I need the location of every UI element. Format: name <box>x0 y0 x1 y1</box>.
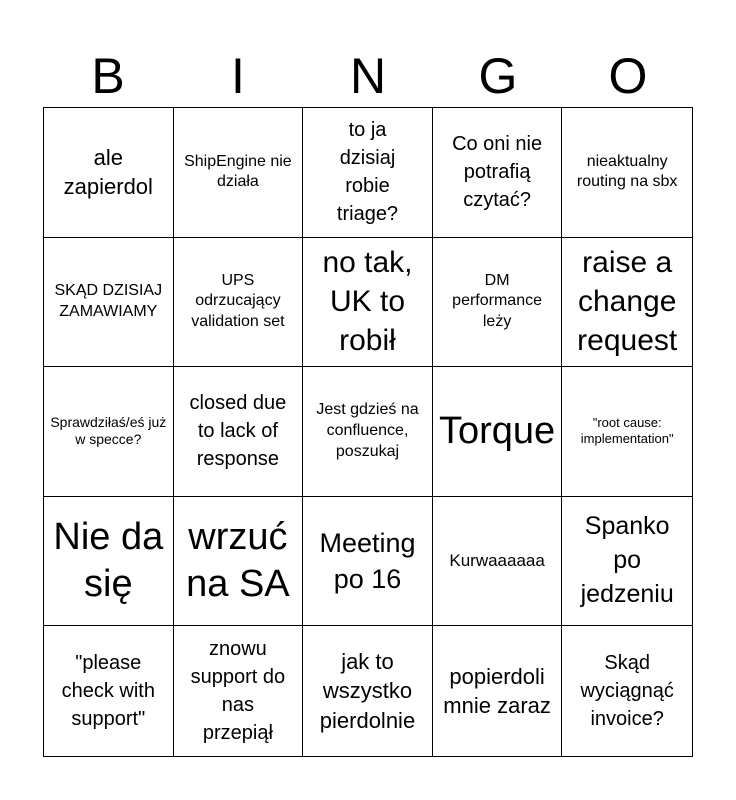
cell-text: raise a change request <box>577 246 678 358</box>
bingo-cell[interactable] <box>174 108 304 238</box>
cell-text: closed due to lack of response <box>189 392 287 471</box>
bingo-cell[interactable] <box>562 497 692 627</box>
cell-text: Skąd wyciągnąć invoice? <box>580 652 674 731</box>
cell-text: SKĄD DZISIAJ ZAMAWIAMY <box>54 282 163 320</box>
bingo-cell[interactable] <box>303 238 433 368</box>
header-letter-n: N <box>349 48 387 104</box>
bingo-cell[interactable] <box>44 238 174 368</box>
bingo-cell[interactable] <box>174 626 304 756</box>
bingo-cell[interactable] <box>174 238 304 368</box>
cell-text: Co oni nie potrafią czytać? <box>452 133 543 212</box>
cell-text: Spanko po jedzeniu <box>580 512 674 608</box>
cell-text: Kurwaaaaaa <box>449 551 545 571</box>
bingo-cell[interactable] <box>562 367 692 497</box>
bingo-cell[interactable] <box>433 108 563 238</box>
cell-text: "please check with support" <box>61 652 155 731</box>
bingo-cell[interactable] <box>303 626 433 756</box>
cell-text: Nie da się <box>53 515 164 606</box>
bingo-cell[interactable] <box>174 497 304 627</box>
cell-text: Meeting po 16 <box>319 527 416 595</box>
header-letter-b: B <box>91 48 125 104</box>
bingo-cell[interactable] <box>562 238 692 368</box>
bingo-cell[interactable] <box>174 367 304 497</box>
cell-text: Torque <box>438 409 556 452</box>
cell-text: ale zapierdol <box>63 144 153 200</box>
header-letter-i: I <box>231 48 245 104</box>
header-letter-g: G <box>478 48 518 104</box>
bingo-cell[interactable] <box>562 108 692 238</box>
bingo-cell[interactable] <box>433 626 563 756</box>
bingo-cell[interactable] <box>303 497 433 627</box>
cell-text: ShipEngine nie działa <box>184 152 292 191</box>
cell-text: UPS odrzucający validation set <box>191 271 285 331</box>
bingo-cell[interactable] <box>562 626 692 756</box>
cell-text: Jest gdzieś na confluence, poszukaj <box>316 401 419 460</box>
bingo-cell[interactable] <box>433 497 563 627</box>
cell-text: popierdoli mnie zaraz <box>443 663 551 719</box>
cell-text: "root cause: implementation" <box>580 415 674 447</box>
header-letter-o: O <box>608 48 648 104</box>
cell-text: wrzuć na SA <box>186 515 290 606</box>
cell-text: DM performance leży <box>452 271 542 331</box>
cell-text: no tak, UK to robił <box>322 246 413 358</box>
bingo-cell[interactable] <box>303 108 433 238</box>
cell-text: Sprawdziłaś/eś już w specce? <box>50 413 167 448</box>
bingo-cell[interactable] <box>44 108 174 238</box>
bingo-header <box>43 46 693 106</box>
cell-text: jak to wszystko pierdolnie <box>319 648 416 734</box>
bingo-cell[interactable] <box>433 367 563 497</box>
bingo-board <box>43 107 693 757</box>
bingo-cell[interactable] <box>433 238 563 368</box>
bingo-cell[interactable] <box>44 497 174 627</box>
cell-text: to ja dzisiaj robie triage? <box>336 119 399 226</box>
bingo-cell[interactable] <box>303 367 433 497</box>
bingo-cell[interactable] <box>44 367 174 497</box>
bingo-cell[interactable] <box>44 626 174 756</box>
cell-text: nieaktualny routing na sbx <box>576 152 678 191</box>
cell-text: znowu support do nas przepiął <box>190 638 286 745</box>
